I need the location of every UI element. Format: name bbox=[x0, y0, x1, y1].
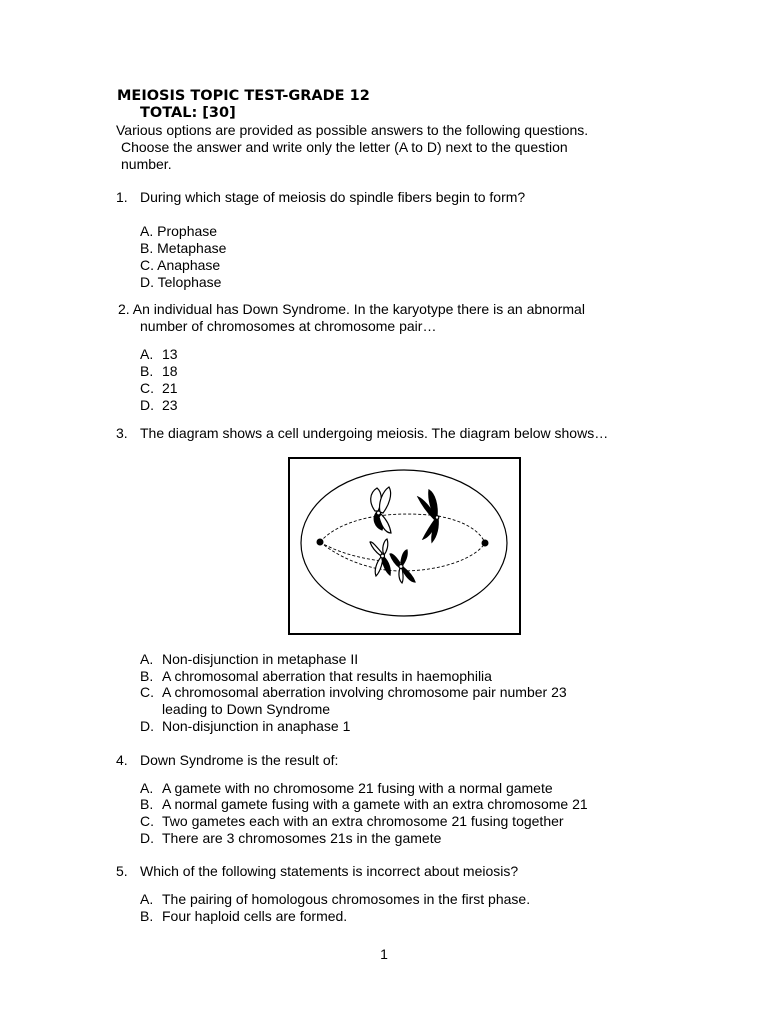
question-2-option-b: 18 bbox=[162, 363, 178, 379]
question-2-option-a-letter: A. bbox=[140, 346, 154, 362]
question-2-text-line-1: 2. An individual has Down Syndrome. In the karyotype there is an abnormal bbox=[118, 301, 585, 317]
chromosome-black-upper bbox=[418, 490, 439, 542]
question-3-option-b: A chromosomal aberration that results in haemophilia bbox=[162, 668, 492, 684]
question-4-option-d: There are 3 chromosomes 21s in the gamete bbox=[162, 830, 442, 846]
instructions-line-3: number. bbox=[121, 156, 172, 172]
chromosome-white-upper bbox=[371, 487, 391, 533]
question-2-option-b-letter: B. bbox=[140, 363, 154, 379]
test-title: MEIOSIS TOPIC TEST-GRADE 12 bbox=[117, 88, 370, 104]
question-3-option-a-letter: A. bbox=[140, 651, 154, 667]
question-2-option-d: 23 bbox=[162, 397, 178, 413]
question-3-option-d-letter: D. bbox=[140, 718, 154, 734]
question-3-option-c-line-2: leading to Down Syndrome bbox=[162, 701, 331, 717]
question-4-option-b-letter: B. bbox=[140, 796, 154, 812]
cell-membrane bbox=[301, 470, 507, 616]
question-4-option-d-letter: D. bbox=[140, 830, 154, 846]
question-2-option-c: 21 bbox=[162, 380, 178, 396]
question-5-option-b: Four haploid cells are formed. bbox=[162, 908, 348, 924]
question-5-option-b-letter: B. bbox=[140, 908, 154, 924]
question-3-option-a: Non-disjunction in metaphase II bbox=[162, 651, 359, 667]
meiosis-cell-diagram bbox=[288, 457, 521, 635]
question-1-number: 1. bbox=[116, 189, 128, 205]
question-5-text: Which of the following statements is incorrect about meiosis? bbox=[140, 863, 519, 879]
page-number: 1 bbox=[380, 946, 388, 962]
question-3-number: 3. bbox=[116, 425, 128, 441]
question-1-text: During which stage of meiosis do spindle fibers begin to form? bbox=[140, 189, 526, 205]
question-1-option-d: D. Telophase bbox=[140, 274, 222, 290]
question-3-option-c-letter: C. bbox=[140, 684, 154, 700]
question-4-option-b: A normal gamete fusing with a gamete with an extra chromosome 21 bbox=[162, 796, 588, 812]
question-3-text: The diagram shows a cell undergoing meiosis. The diagram below shows… bbox=[140, 425, 609, 441]
question-3-option-c-line-1: A chromosomal aberration involving chromosome pair number 23 bbox=[162, 684, 567, 700]
question-1-option-c: C. Anaphase bbox=[140, 257, 221, 273]
question-3-option-d: Non-disjunction in anaphase 1 bbox=[162, 718, 351, 734]
chromosome-white-lower bbox=[370, 539, 390, 576]
instructions-line-1: Various options are provided as possible answers to the following questions. bbox=[116, 122, 589, 138]
question-4-text: Down Syndrome is the result of: bbox=[140, 752, 339, 768]
question-5-option-a: The pairing of homologous chromosomes in the first phase. bbox=[162, 891, 531, 907]
test-total: TOTAL: [30] bbox=[140, 105, 236, 121]
instructions-line-2: Choose the answer and write only the letter (A to D) next to the question bbox=[121, 139, 568, 155]
question-4-option-c: Two gametes each with an extra chromosome 21 fusing together bbox=[162, 813, 564, 829]
question-4-option-a: A gamete with no chromosome 21 fusing with a normal gamete bbox=[162, 780, 553, 796]
question-4-number: 4. bbox=[116, 752, 128, 768]
question-5-number: 5. bbox=[116, 863, 128, 879]
question-2-option-d-letter: D. bbox=[140, 397, 154, 413]
meiosis-cell-illustration bbox=[290, 459, 519, 633]
question-4-option-a-letter: A. bbox=[140, 780, 154, 796]
question-1-option-a: A. Prophase bbox=[140, 223, 218, 239]
question-3-option-b-letter: B. bbox=[140, 668, 154, 684]
question-4-option-c-letter: C. bbox=[140, 813, 154, 829]
question-2-text-line-2: number of chromosomes at chromosome pair… bbox=[140, 318, 437, 334]
question-2-option-a: 13 bbox=[162, 346, 178, 362]
question-1-option-b: B. Metaphase bbox=[140, 240, 227, 256]
question-2-option-c-letter: C. bbox=[140, 380, 154, 396]
chromosome-black-lower bbox=[390, 550, 415, 583]
question-5-option-a-letter: A. bbox=[140, 891, 154, 907]
